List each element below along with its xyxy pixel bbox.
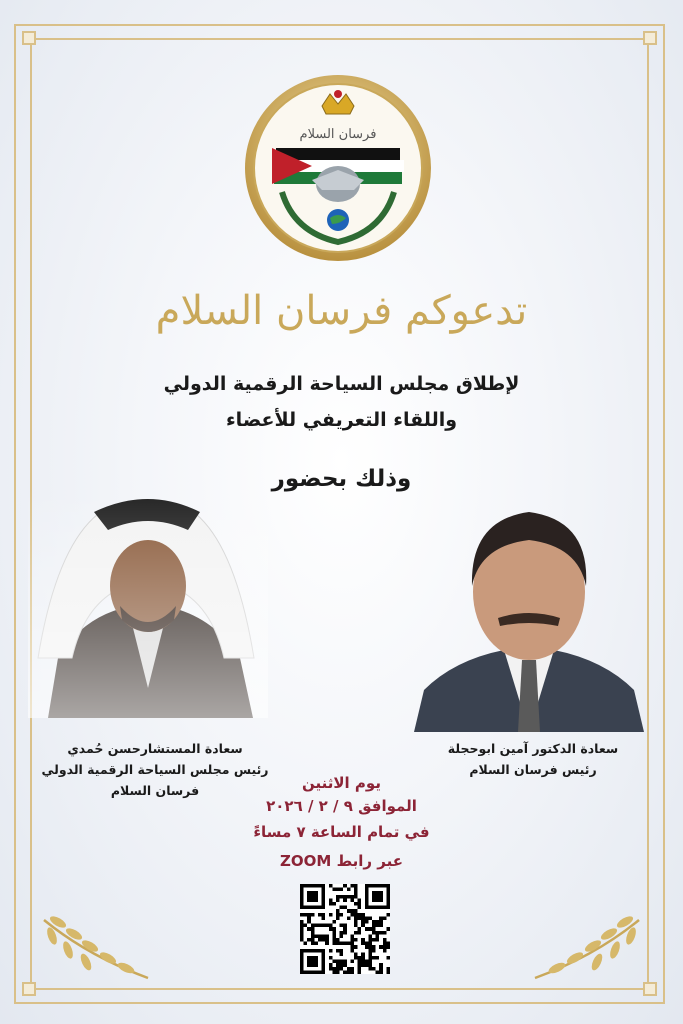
event-day: يوم الاثنين [302,774,381,792]
event-link[interactable]: عبر رابط ZOOM [280,852,403,870]
speaker-role: رئيس فرسان السلام [469,762,597,777]
event-time: في تمام الساعة ٧ مساءً [253,823,430,841]
speaker-photo-right [414,500,644,732]
laurel-left-icon [38,912,158,982]
speaker-photo-left [28,488,268,718]
corner-ornament [22,31,36,45]
speaker-org: فرسان السلام [110,783,200,798]
emblem-seal [242,72,434,264]
corner-ornament [22,982,36,996]
corner-ornament [643,982,657,996]
announcement-line-3: وذلك بحضور [271,466,412,492]
speaker-name: سعادة المستشارحسن حُمدي [67,741,243,756]
announcement-line-2: واللقاء التعريفي للأعضاء [225,409,458,431]
corner-ornament [643,31,657,45]
headline: تدعوكم فرسان السلام [155,288,528,334]
emblem-text: فرسان السلام [299,127,377,142]
event-date: الموافق ٩ / ٢ / ٢٠٢٦ [266,797,417,815]
laurel-right-icon [525,912,645,982]
announcement-line-1: لإطلاق مجلس السياحة الرقمية الدولي [163,373,520,395]
qr-code[interactable] [300,884,390,974]
speaker-role: رئيس مجلس السياحة الرقمية الدولي [41,762,269,777]
speaker-name: سعادة الدكتور آمين ابوحجلة [447,741,619,756]
